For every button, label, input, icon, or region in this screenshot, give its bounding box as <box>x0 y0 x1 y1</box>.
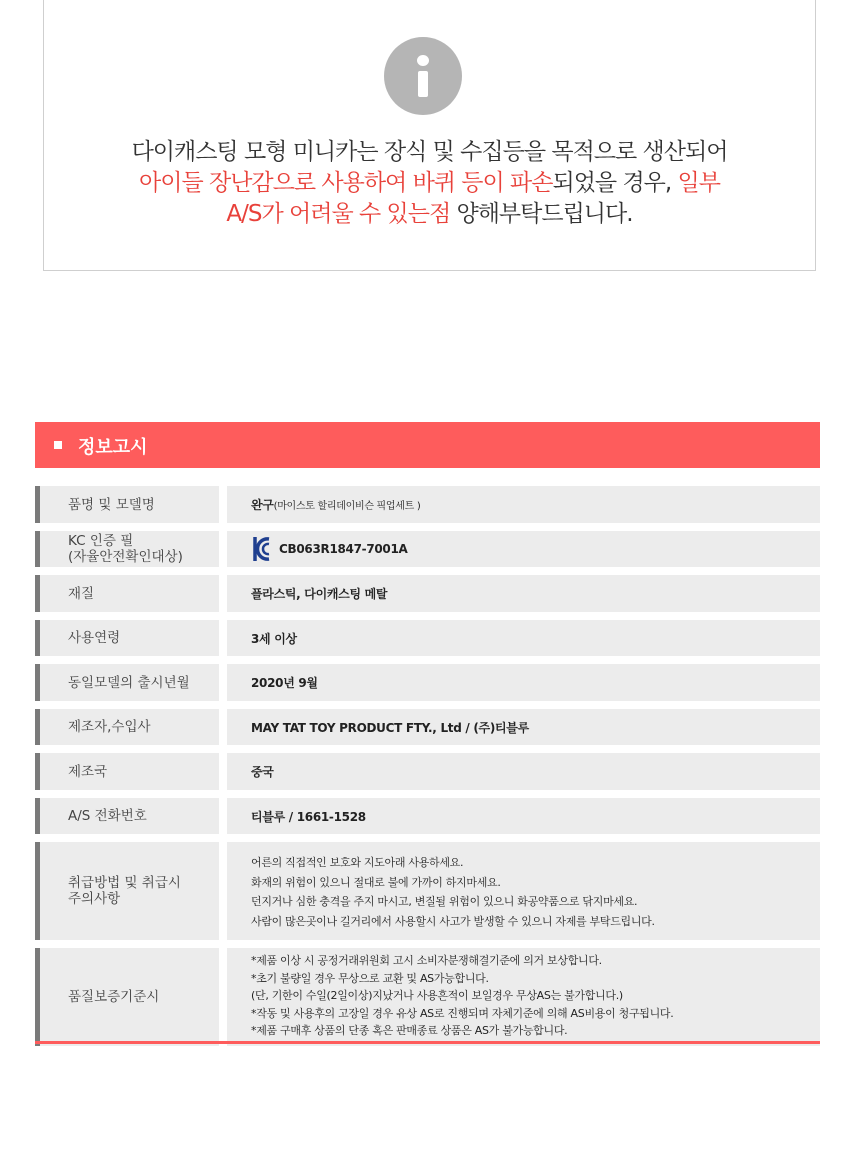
table-row <box>35 620 820 656</box>
table-row <box>35 531 820 567</box>
row-value <box>227 842 820 940</box>
warranty-line: *제품 구매후 상품의 단종 혹은 판매종료 상품은 AS가 불가능합니다. <box>251 1024 568 1037</box>
row-label: 재질 <box>35 575 219 612</box>
notice-text <box>44 137 815 230</box>
notice-emphasis: 아이들 장난감으로 사용하여 바퀴 등이 파손 <box>139 170 553 196</box>
row-label: 동일모델의 출시년월 <box>35 664 219 701</box>
row-value: MAY TAT TOY PRODUCT FTY., Ltd / (주)티블루 <box>227 709 820 745</box>
row-value-main: 완구 <box>251 498 274 512</box>
row-value: 중국 <box>227 753 820 790</box>
row-value-sub: (마이스토 할리데이비슨 픽업세트 ) <box>273 501 421 512</box>
row-label: 품질보증기준시 <box>35 948 219 1046</box>
row-value <box>227 948 820 1046</box>
row-label <box>35 842 219 940</box>
row-label: 품명 및 모델명 <box>35 486 219 523</box>
notice-line-3 <box>44 199 815 230</box>
info-icon <box>384 37 462 115</box>
table-row <box>35 575 820 612</box>
row-value: 3세 이상 <box>227 620 820 656</box>
caution-line: 던지거나 심한 충격을 주지 마시고, 변질될 위험이 있으니 화공약품으로 닦지마세요. <box>251 895 638 908</box>
caution-line: 어른의 직접적인 보호와 지도아래 사용하세요. <box>251 856 464 869</box>
table-row <box>35 664 820 701</box>
notice-emphasis: 일부 <box>677 170 720 196</box>
row-label-line: (자율안전확인대상) <box>68 549 183 565</box>
row-label <box>35 531 219 567</box>
table-row <box>35 709 820 745</box>
table-row <box>35 753 820 790</box>
row-value <box>227 486 820 523</box>
table-row <box>35 486 820 523</box>
warranty-line: *초기 불량일 경우 무상으로 교환 및 AS가능합니다. <box>251 971 489 985</box>
row-label-line: 취급방법 및 취급시 <box>68 875 181 891</box>
warranty-line: *제품 이상 시 공정거래위원회 고시 소비자분쟁해결기준에 의거 보상합니다. <box>251 954 602 967</box>
section-title: 정보고시 <box>78 437 148 458</box>
info-table <box>35 486 820 1054</box>
table-bottom-divider <box>35 1041 820 1044</box>
row-value: 2020년 9월 <box>227 664 820 701</box>
notice-box <box>43 0 816 271</box>
square-bullet-icon <box>54 441 62 449</box>
row-value <box>227 531 820 567</box>
caution-line: 사람이 많은곳이나 길거리에서 사용할시 사고가 발생할 수 있으니 자제를 부탁드립니다. <box>251 914 655 928</box>
table-row <box>35 842 820 940</box>
kc-cert-number: CB063R1847-7001A <box>279 542 408 556</box>
section-header <box>35 422 820 468</box>
notice-text-span: 되었을 경우, <box>552 170 678 196</box>
row-label: A/S 전화번호 <box>35 798 219 834</box>
table-row <box>35 798 820 834</box>
row-value: 플라스틱, 다이캐스팅 메탈 <box>227 575 820 612</box>
notice-text-span: 양해부탁드립니다. <box>450 201 633 227</box>
notice-emphasis: A/S가 어려울 수 있는점 <box>226 201 451 227</box>
notice-line-1: 다이캐스팅 모형 미니카는 장식 및 수집등을 목적으로 생산되어 <box>131 139 728 165</box>
row-label: 사용연령 <box>35 620 219 656</box>
notice-line-2 <box>44 168 815 199</box>
table-row <box>35 948 820 1046</box>
row-label: 제조자,수입사 <box>35 709 219 745</box>
kc-mark-icon <box>251 535 271 563</box>
warranty-line: (단, 기한이 수일(2일이상)지났거나 사용흔적이 보일경우 무상AS는 불가합니다.) <box>251 989 623 1002</box>
row-value: 티블루 / 1661-1528 <box>227 798 820 834</box>
row-label-line: 주의사항 <box>68 891 121 907</box>
warranty-line: *작동 및 사용후의 고장일 경우 유상 AS로 진행되며 자체기준에 의해 AS비용이 청구됩니다. <box>251 1006 674 1020</box>
caution-line: 화재의 위험이 있으니 절대로 불에 가까이 하지마세요. <box>251 875 501 889</box>
row-label: 제조국 <box>35 753 219 790</box>
row-label-line: KC 인증 필 <box>68 533 134 549</box>
